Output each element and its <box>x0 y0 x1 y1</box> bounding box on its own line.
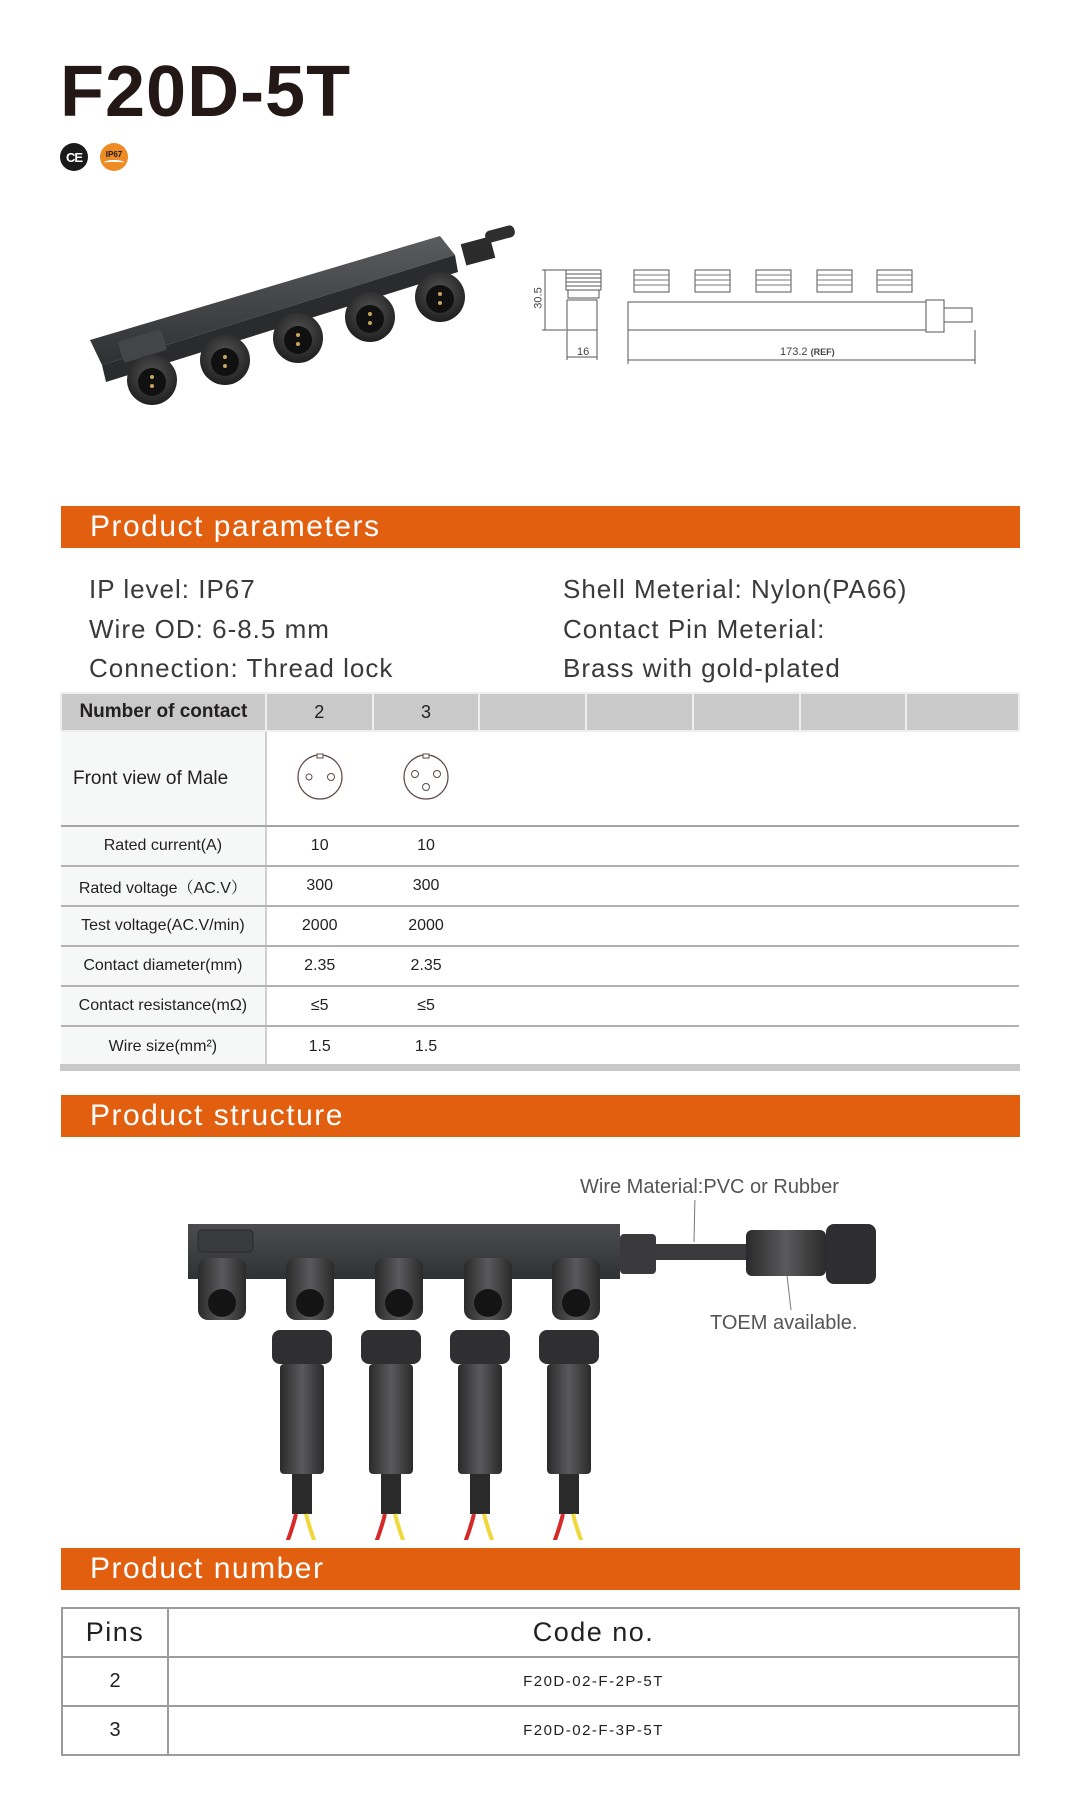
product-number-table <box>61 1607 1020 1756</box>
spec-table-header <box>61 693 1019 731</box>
3-pin-front-view-icon <box>401 751 451 801</box>
param-wire-od: Wire OD: 6-8.5 mm <box>89 613 330 644</box>
header-col-empty <box>800 693 907 731</box>
spec-empty <box>479 826 1019 866</box>
param-contact-pin-material: Contact Pin Meterial: <box>563 613 826 644</box>
spec-value: 2.35 <box>266 946 373 986</box>
header-col-empty <box>586 693 693 731</box>
spec-value: 10 <box>266 826 373 866</box>
2-pin-front-view-icon <box>295 751 345 801</box>
dimension-width: 16 <box>577 346 590 358</box>
spec-label: Rated current(A) <box>61 826 266 866</box>
section-header-structure: Product structure <box>61 1095 1020 1137</box>
ce-mark-icon <box>60 143 88 171</box>
parameter-column-left <box>89 570 393 689</box>
header-pins: Pins <box>62 1608 168 1657</box>
spec-label: Test voltage(AC.V/min) <box>61 906 266 946</box>
front-view-label: Front view of Male <box>61 731 266 826</box>
front-view-2pin <box>266 731 373 826</box>
spec-row <box>61 946 1019 986</box>
spec-value: 2.35 <box>373 946 480 986</box>
spec-empty <box>479 1026 1019 1066</box>
section-header-parameters: Product parameters <box>61 506 1020 548</box>
dimension-height: 30.5 <box>532 287 545 309</box>
param-contact-pin-material-value: Brass with gold-plated <box>563 653 841 683</box>
spec-row <box>61 866 1019 906</box>
header-col-empty <box>479 693 586 731</box>
product-number-row <box>62 1657 1019 1706</box>
spec-value: 300 <box>373 866 480 906</box>
spec-table-footer-bar <box>60 1064 1020 1071</box>
product-number-row <box>62 1706 1019 1755</box>
spec-value: ≤5 <box>373 986 480 1026</box>
spec-empty <box>479 986 1019 1026</box>
product-structure-image <box>180 1200 900 1540</box>
dimension-length-value: 173.2 <box>780 346 808 358</box>
spec-value: 2000 <box>266 906 373 946</box>
product-number-header <box>62 1608 1019 1657</box>
dimension-length-suffix: (REF) <box>810 347 835 357</box>
front-view-empty <box>479 731 1019 826</box>
code-value: F20D-02-F-2P-5T <box>168 1657 1019 1706</box>
spec-value: 1.5 <box>414 1037 438 1055</box>
spec-label: Wire size(mm²) <box>61 1026 266 1066</box>
header-code: Code no. <box>168 1608 1019 1657</box>
section-header-product-number: Product number <box>61 1548 1020 1590</box>
header-number-of-contact: Number of contact <box>61 693 266 731</box>
spec-empty <box>479 866 1019 906</box>
param-ip-level: IP level: IP67 <box>89 574 256 604</box>
oem-note: TOEM available. <box>710 1312 858 1334</box>
spec-row-front-view <box>61 731 1019 826</box>
header-col-2: 2 <box>266 693 373 731</box>
spec-value: 300 <box>266 866 373 906</box>
ip67-label: IP67 <box>105 149 123 159</box>
spec-empty <box>479 946 1019 986</box>
spec-value: 2000 <box>373 906 480 946</box>
product-title: F20D-5T <box>60 52 352 132</box>
spec-value: ≤5 <box>266 986 373 1026</box>
header-col-3: 3 <box>373 693 480 731</box>
spec-row <box>61 826 1019 866</box>
spec-label: Contact resistance(mΩ) <box>61 986 266 1026</box>
ip67-icon <box>100 143 128 171</box>
spec-table <box>60 692 1020 1066</box>
header-col-empty <box>693 693 800 731</box>
param-connection: Connection: Thread lock <box>89 653 394 683</box>
spec-row <box>61 986 1019 1026</box>
dimension-length <box>780 346 835 358</box>
spec-value: 10 <box>373 826 480 866</box>
front-view-3pin <box>373 731 480 826</box>
wire-material-note: Wire Material:PVC or Rubber <box>580 1176 839 1198</box>
spec-row <box>61 906 1019 946</box>
spec-value: 1.5 <box>308 1037 331 1055</box>
spec-row <box>61 1026 1019 1066</box>
spec-empty <box>479 906 1019 946</box>
spec-label: Contact diameter(mm) <box>61 946 266 986</box>
code-value: F20D-02-F-3P-5T <box>168 1706 1019 1755</box>
pins-value: 2 <box>62 1657 168 1706</box>
parameter-column-right <box>563 570 907 689</box>
ce-label: CE <box>65 149 83 165</box>
param-shell-material: Shell Meterial: Nylon(PA66) <box>563 574 908 604</box>
header-col-empty <box>906 693 1019 731</box>
product-image <box>80 220 520 410</box>
pins-value: 3 <box>62 1706 168 1755</box>
spec-label: Rated voltage（AC.V） <box>61 866 266 906</box>
